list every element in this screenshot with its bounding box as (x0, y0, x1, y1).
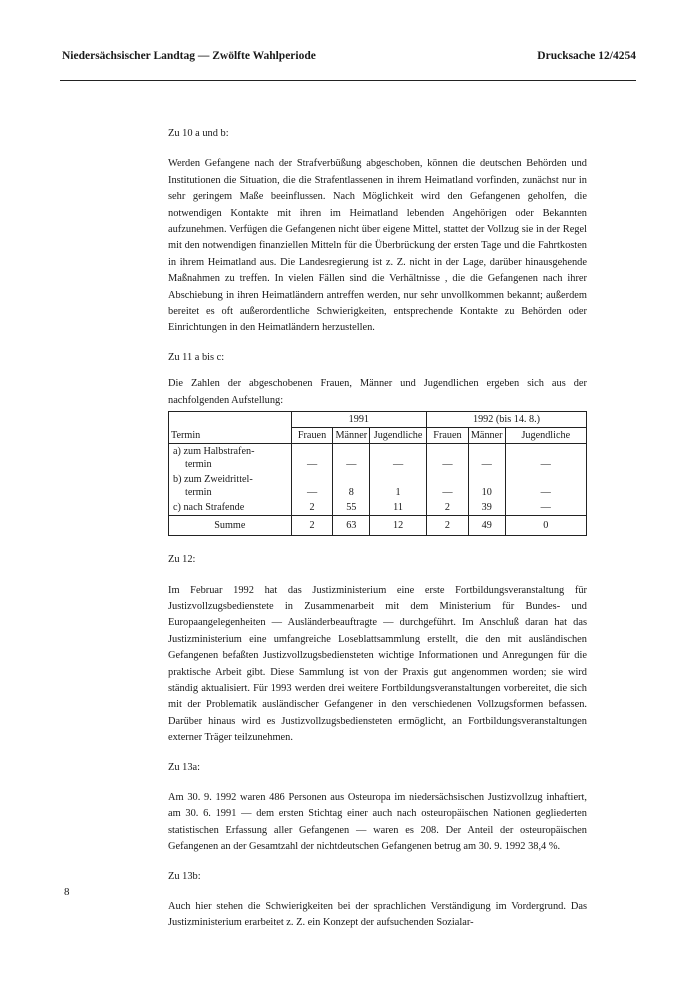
section-13a-text: Am 30. 9. 1992 waren 486 Personen aus Osteuropa im niedersächsischen Justizvollzug inhaftiert, am 30. 6. 1991 — dem ersten Stichtag einer auch nach osteuropäischen Nationen gegliederten statistischen Erfassung aller Gefangenen — waren es 208. Der Anteil der osteuropäischen Gefangenen an der Gesamtzahl der nichtdeutschen Gefangenen betrug am 30. 9. 1992 38,4 %. (168, 791, 587, 853)
table-sum-row (169, 516, 587, 536)
table-header-termin: Termin (169, 428, 292, 444)
section-12-heading: Zu 12: (168, 554, 196, 566)
table-cell: 12 (370, 516, 427, 536)
table-row-label: c) nach Strafende (169, 500, 292, 516)
table-cell: — (468, 444, 505, 473)
section-10-heading: Zu 10 a und b: (168, 128, 229, 139)
row-label-line: a) zum Halbstrafen- (173, 446, 255, 458)
table-cell: — (370, 444, 427, 473)
row-label-line: termin (185, 487, 212, 499)
table-header-frauen-1991: Frauen (291, 428, 333, 444)
table-row (169, 500, 587, 516)
section-12-text: Im Februar 1992 hat das Justizministerium eine erste Fortbildungsveranstaltung für Justizvollzugsbedienstete in Zusammenarbeit mit dem Ministerium für Bundes- und Europaangelegenheiten — Ausländerbeauftragte — durchgeführt. Im Anschluß daran hat das Justizministerium eine umfangreiche Loseblattsammlung erstellt, die den mit ausländischen Gefangenen befaßten Justizvollzugsbediensteten wichtige Informationen und Anregungen für die praktische Arbeit gibt. Diese Sammlung ist von der Praxis gut angenommen worden; sie wird ständig aktualisiert. Für 1993 werden drei weitere Fortbildungsveranstaltungen vorbereitet, die sich mit der Problematik ausländischer Gefangener in den verschiedenen Vollzugsformen befassen. Darüber hinaus wird es Justizvollzugsbediensteten ermöglicht, an Fortbildungsveranstaltungen externer Träger teilzunehmen. (168, 584, 587, 744)
table-cell: 2 (291, 516, 333, 536)
table-header-maenner-1991: Männer (333, 428, 370, 444)
deportation-table (168, 411, 587, 536)
table-cell: 2 (291, 500, 333, 516)
page-body (168, 126, 587, 932)
section-11-heading: Zu 11 a bis c: (168, 351, 225, 363)
table-cell: 8 (333, 472, 370, 500)
table-cell: — (333, 444, 370, 473)
table-header-frauen-1992: Frauen (427, 428, 469, 444)
table-cell: 10 (468, 472, 505, 500)
table-row-label (169, 472, 292, 500)
page-number: 8 (64, 886, 70, 898)
table-cell: — (505, 444, 586, 473)
table-corner (169, 412, 292, 428)
section-13b-heading: Zu 13b: (168, 870, 201, 882)
table-row (169, 444, 587, 473)
header-title: Niedersächsischer Landtag — Zwölfte Wahlperiode (62, 50, 316, 62)
table-cell: 0 (505, 516, 586, 536)
table-cell: — (505, 500, 586, 516)
section-13b-text: Auch hier stehen die Schwierigkeiten bei der sprachlichen Verständigung im Vordergrund. Das Justizministerium erarbeitet z. Z. ein Konzept der aufsuchenden Sozialar- (168, 901, 587, 929)
table-cell: — (291, 472, 333, 500)
table-year-1992: 1992 (bis 14. 8.) (427, 412, 587, 428)
table-header-jugendliche-1992: Jugendliche (505, 428, 586, 444)
table-header-jugendliche-1991: Jugendliche (370, 428, 427, 444)
table-header-maenner-1992: Männer (468, 428, 505, 444)
table-cell: 2 (427, 516, 469, 536)
table-cell: — (427, 444, 469, 473)
header-rule (60, 80, 636, 81)
page-header (62, 50, 636, 62)
table-cell: — (505, 472, 586, 500)
row-label-line: termin (185, 459, 212, 471)
table-cell: — (427, 472, 469, 500)
table-cell: 11 (370, 500, 427, 516)
table-cell: 63 (333, 516, 370, 536)
table-cell: — (291, 444, 333, 473)
section-10-text: Werden Gefangene nach der Strafverbüßung abgeschoben, können die deutschen Behörden und Institutionen die Situation, die die Strafentlassenen in ihrem Heimatland vorfinden, zunächst nur in sehr geringem Maße beeinflussen. Nach Möglichkeit wird den Gefangenen geholfen, die notwendigen Kontakte mit ihren im Heimatland lebenden Angehörigen oder Bekannten aufzunehmen. Verfügen die Gefangenen nicht über eigene Mittel, stattet der Vollzug sie in der Regel mit den notwendigen finanziellen Mitteln für die Überbrückung der ersten Tage und die Fahrtkosten in ihrem Heimatland aus. Die Landesregierung ist z. Z. nicht in der Lage, darüber hinausgehende Maßnahmen zu treffen. In vielen Fällen sind die Verhältnisse , die die Gefangenen nach ihrer Abschiebung in ihren Heimatländern antreffen werden, nur sehr unvollkommen bekannt; außerdem bereitet es oft außerordentliche Schwierigkeiten, entsprechende Kontakte zu Behörden oder Einrichtungen in den Heimatländern herzustellen. (168, 158, 587, 334)
table-row-label (169, 444, 292, 473)
table-cell: 49 (468, 516, 505, 536)
header-document-number: Drucksache 12/4254 (537, 50, 636, 62)
table-sum-label: Summe (169, 516, 292, 536)
row-label-line: b) zum Zweidrittel- (173, 474, 253, 486)
section-11-intro: Die Zahlen der abgeschobenen Frauen, Männer und Jugendlichen ergeben sich aus der nachfolgenden Aufstellung: (168, 378, 587, 406)
table-cell: 55 (333, 500, 370, 516)
table-cell: 39 (468, 500, 505, 516)
table-row (169, 472, 587, 500)
table-cell: 2 (427, 500, 469, 516)
table-year-1991: 1991 (291, 412, 426, 428)
section-13a-heading: Zu 13a: (168, 761, 201, 773)
table-cell: 1 (370, 472, 427, 500)
